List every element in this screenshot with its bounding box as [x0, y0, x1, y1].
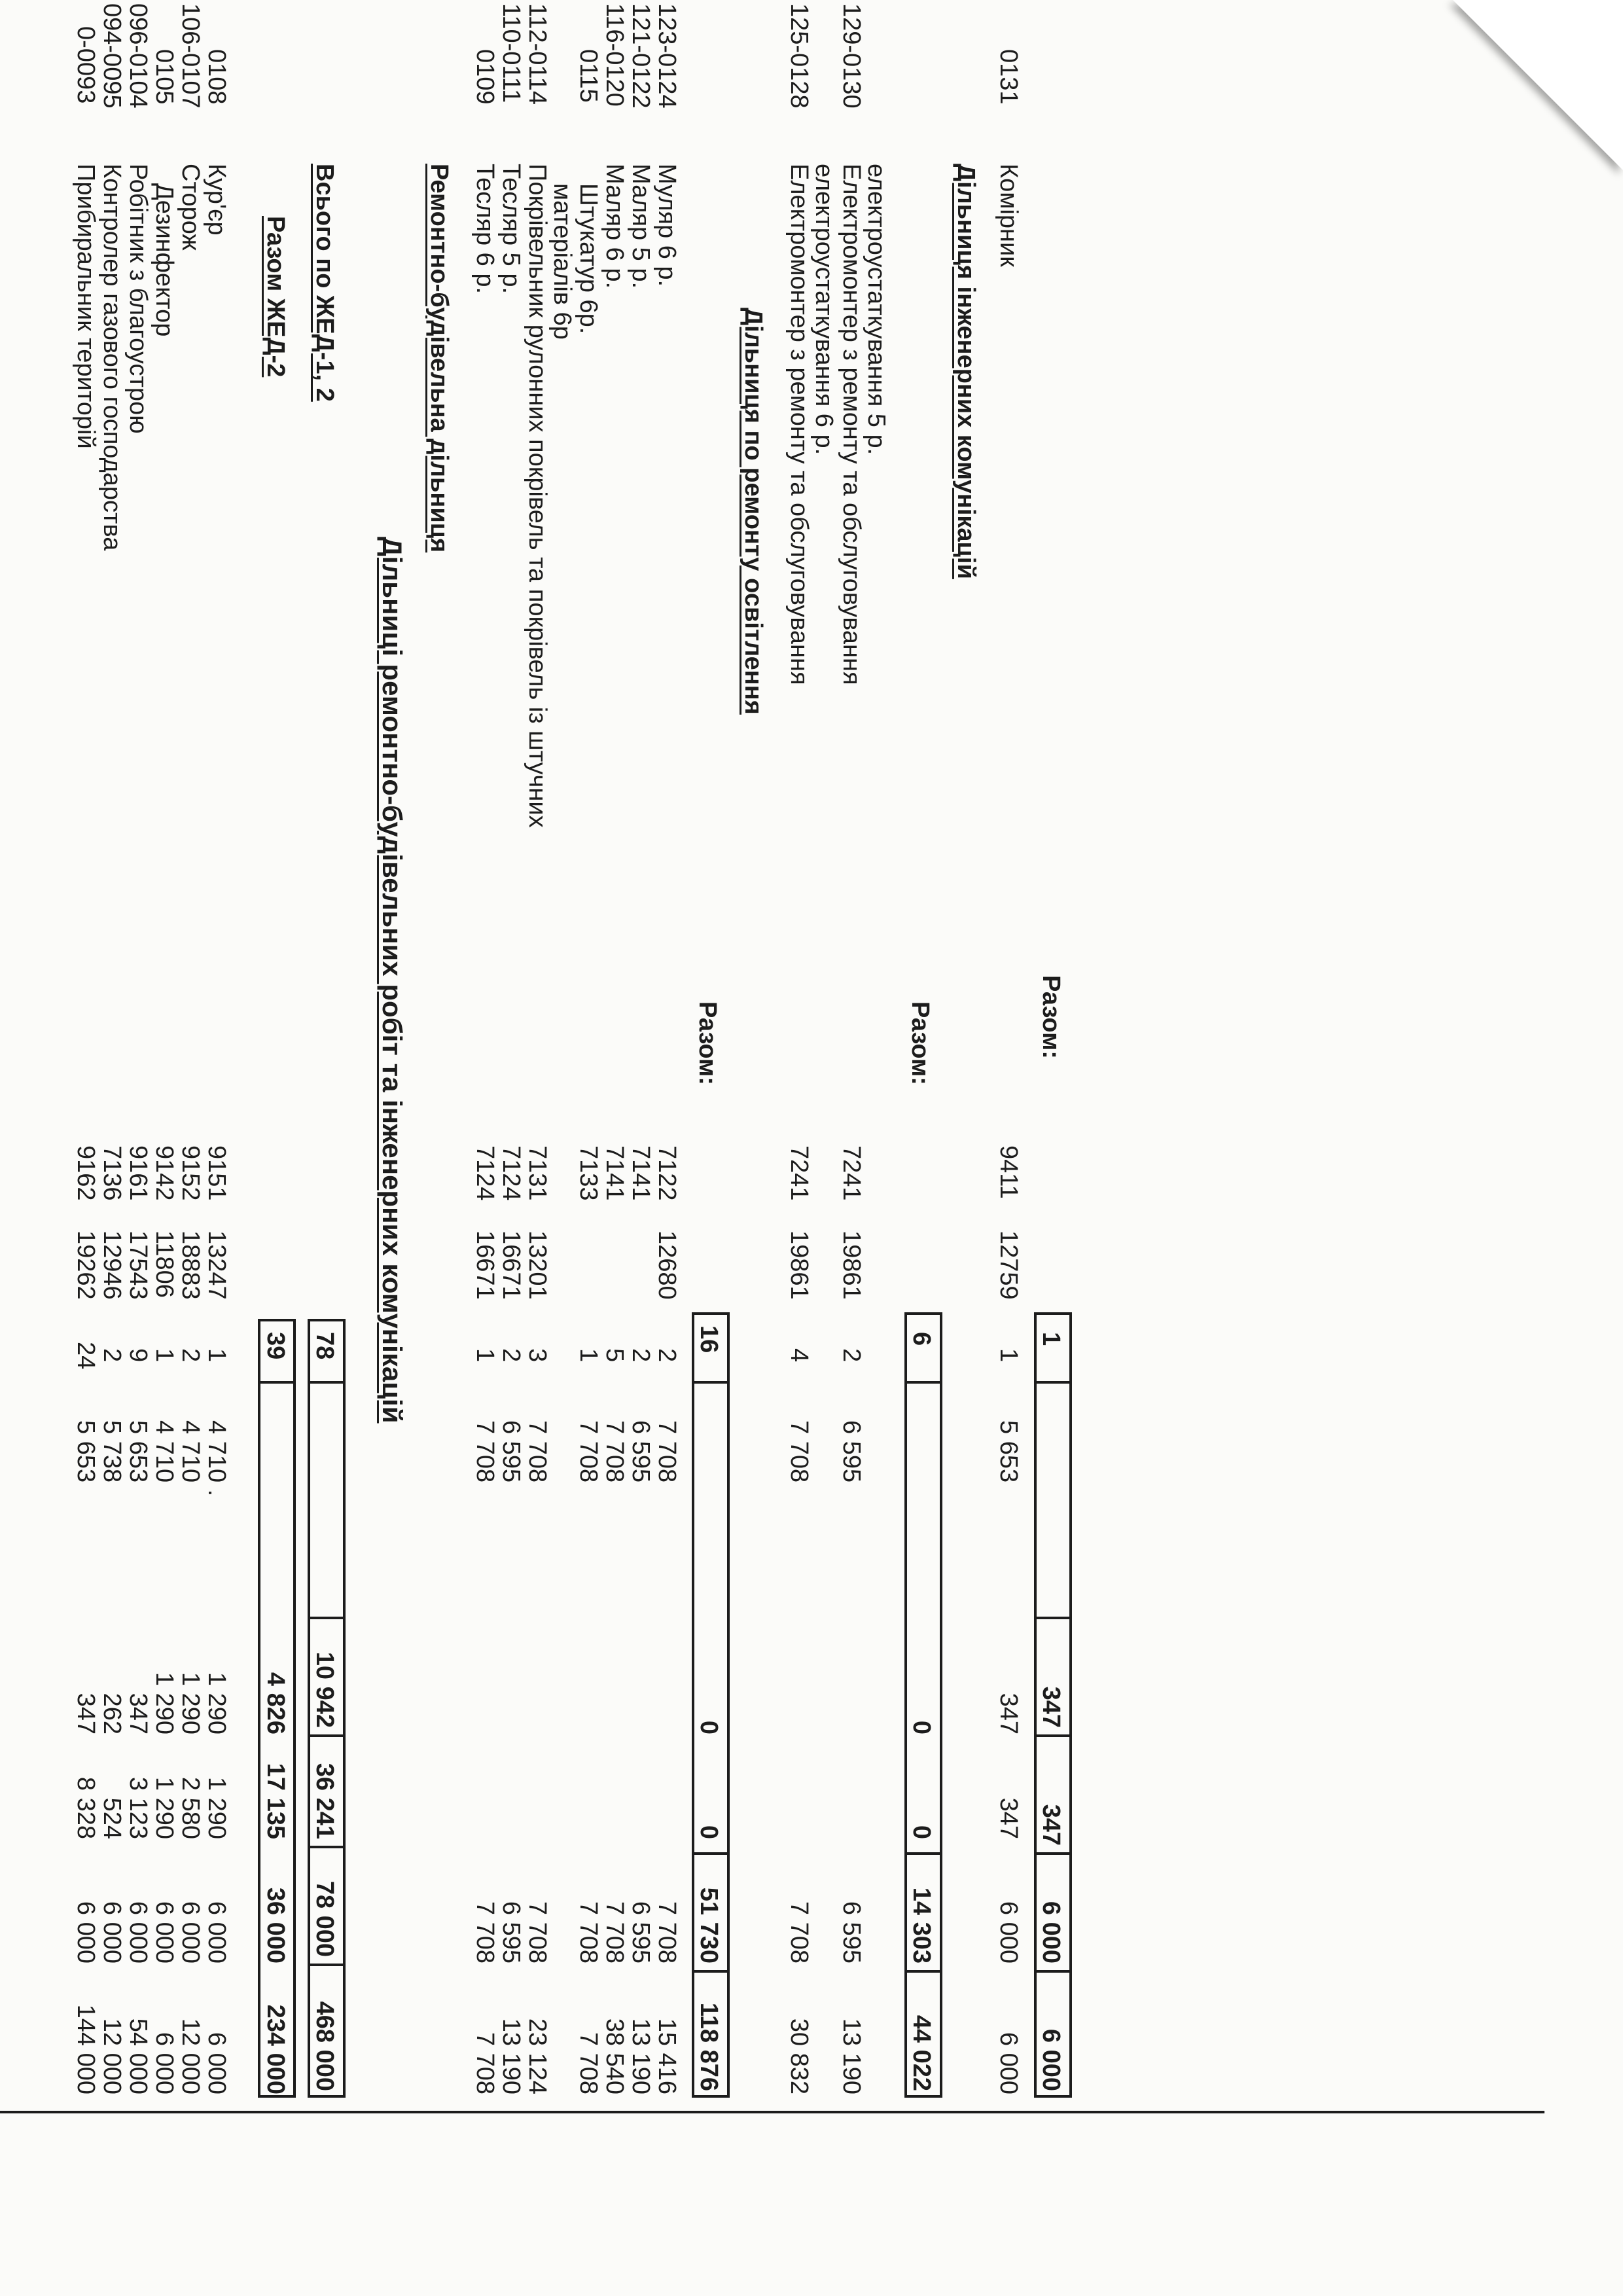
total-nadbavka: 10 942	[311, 1651, 338, 1728]
row-count: 1	[203, 1348, 230, 1363]
row-oklad: 4 710	[177, 1420, 204, 1483]
row-kp-code: 13201	[524, 1230, 551, 1300]
row-oklad: 5 653	[995, 1420, 1022, 1483]
section-heading: Ремонтно-будівельна дільниця	[425, 164, 453, 553]
row-name-continued: електроустаткування 5 р.	[863, 164, 890, 456]
row-sum1: 524	[98, 1797, 126, 1839]
row-name: Робітник з благоустрою	[124, 164, 152, 434]
row-name: Контролер газового господарства	[98, 164, 126, 551]
total-sum1: 0	[908, 1825, 935, 1839]
row-sum2: 6 000	[98, 1901, 126, 1964]
row-total: 7 708	[471, 2032, 499, 2094]
row-oklad: 6 595	[838, 1420, 865, 1483]
row-nadbavka: 1 290	[177, 1672, 204, 1734]
row-prof-code: 7136	[98, 1145, 126, 1201]
row-total: 13 190	[497, 2018, 525, 2094]
row-oklad: 7 708	[601, 1420, 628, 1483]
row-kp-code: 16671	[497, 1230, 525, 1300]
row-code: 121-0122	[627, 3, 654, 109]
bottom-rule	[0, 2111, 1544, 2113]
row-sum2: 6 000	[995, 1901, 1022, 1964]
total-count: 78	[311, 1332, 338, 1360]
row-kp-code: 17543	[124, 1230, 152, 1300]
row-prof-code: 7141	[601, 1145, 628, 1201]
row-nadbavka: 347	[995, 1693, 1022, 1734]
total-nadbavka: 347	[1037, 1686, 1065, 1728]
row-code: 112-0114	[524, 3, 551, 105]
row-sum1: 8 328	[72, 1776, 99, 1839]
total-sum2: 51 730	[695, 1887, 722, 1964]
row-kp-code: 19861	[838, 1230, 865, 1300]
total-amount: 118 876	[695, 2002, 722, 2091]
row-name: Штукатур 6р.	[575, 183, 602, 334]
row-count: 2	[838, 1348, 865, 1363]
row-total: 7 708	[575, 2032, 602, 2094]
row-nadbavka: 1 290	[151, 1672, 178, 1734]
total-zhed2-label: Разом ЖЕД-2	[262, 216, 289, 378]
row-sum2: 6 000	[177, 1901, 204, 1964]
row-code: 125-0128	[785, 3, 813, 109]
row-prof-code: 9162	[72, 1145, 99, 1201]
row-total: 12 000	[177, 2018, 204, 2094]
row-code: 096-0104	[124, 3, 152, 109]
row-count: 2	[98, 1348, 126, 1363]
row-kp-code: 11806	[151, 1230, 178, 1298]
row-name-continued: матеріалів 6р	[548, 183, 576, 340]
row-prof-code: 9152	[177, 1145, 204, 1201]
row-oklad: 6 595	[497, 1420, 525, 1483]
row-count: 3	[524, 1348, 551, 1363]
row-sum2: 7 708	[524, 1901, 551, 1964]
row-sum2: 6 000	[72, 1901, 99, 1964]
row-code: 0109	[471, 49, 499, 105]
row-count: 4	[785, 1348, 813, 1363]
row-kp-code: 12680	[653, 1230, 681, 1300]
section-heading: Дільниця по ремонту освітлення	[740, 308, 767, 715]
row-sum1: 1 290	[151, 1776, 178, 1839]
row-name: Тесляр 6 р.	[471, 164, 499, 295]
row-name: Електромонтер з ремонту та обслуговування	[785, 164, 813, 685]
row-nadbavka: 1 290	[203, 1672, 230, 1734]
total-sum2: 6 000	[1037, 1901, 1065, 1964]
row-prof-code: 7124	[497, 1145, 525, 1201]
row-count: 1	[151, 1348, 178, 1363]
row-sum2: 6 595	[838, 1901, 865, 1964]
row-sum2: 7 708	[785, 1901, 813, 1964]
row-sum1: 2 580	[177, 1776, 204, 1839]
row-sum1: 1 290	[203, 1776, 230, 1839]
row-total: 12 000	[98, 2018, 126, 2094]
row-total: 38 540	[601, 2018, 628, 2094]
total-count: 39	[262, 1332, 289, 1360]
folded-page-corner	[1453, 0, 1623, 170]
total-sum2: 78 000	[311, 1880, 338, 1957]
row-count: 2	[497, 1348, 525, 1363]
row-code: 110-0111	[497, 3, 525, 103]
section-heading: Дільниця інженерних комунікацій	[952, 164, 980, 579]
total-count: 16	[695, 1325, 722, 1354]
row-name: Маляр 5 р.	[627, 164, 654, 289]
row-sum1: 3 123	[124, 1776, 152, 1839]
row-kp-code: 18883	[177, 1230, 204, 1300]
row-sum2: 7 708	[471, 1901, 499, 1964]
total-sum2: 14 303	[908, 1887, 935, 1964]
row-kp-code: 12759	[995, 1230, 1022, 1300]
row-oklad: 7 708	[524, 1420, 551, 1483]
row-prof-code: 7124	[471, 1145, 499, 1201]
row-total: 6 000	[203, 2032, 230, 2094]
row-count: 2	[653, 1348, 681, 1363]
row-sum2: 7 708	[653, 1901, 681, 1964]
section-total-label: Разом:	[694, 1001, 721, 1085]
row-count: 2	[177, 1348, 204, 1363]
section-total-label: Разом:	[1037, 975, 1065, 1059]
total-zhed12-label: Всього по ЖЕД-1, 2	[311, 164, 338, 402]
row-total: 6 000	[995, 2032, 1022, 2094]
row-sum2: 6 595	[627, 1901, 654, 1964]
main-heading: Дільниці ремонтно-будівельних робіт та інженерних комунікацій	[377, 537, 408, 1424]
row-prof-code: 9142	[151, 1145, 178, 1201]
row-count: 1	[995, 1348, 1022, 1363]
row-prof-code: 7241	[785, 1145, 813, 1201]
row-total: 6 000	[151, 2032, 178, 2094]
row-oklad: 5 738	[98, 1420, 126, 1483]
row-prof-code: 7241	[838, 1145, 865, 1201]
row-nadbavka: 347	[124, 1693, 152, 1734]
row-kp-code: 16671	[471, 1230, 499, 1300]
total-amount: 44 022	[908, 2015, 935, 2091]
row-count: 5	[601, 1348, 628, 1363]
row-code: 0105	[151, 49, 178, 105]
row-name: Комірник	[995, 164, 1022, 267]
row-nadbavka: 347	[72, 1693, 99, 1734]
total-nadbavka: 0	[908, 1720, 935, 1734]
row-code: 0-0093	[72, 26, 99, 104]
row-prof-code: 9151	[203, 1145, 230, 1201]
row-prof-code: 9411	[995, 1145, 1022, 1199]
total-amount: 6 000	[1037, 2028, 1065, 2091]
row-total: 13 190	[627, 2018, 654, 2094]
row-oklad: 5 653	[72, 1420, 99, 1483]
total-sum1: 17 135	[262, 1763, 289, 1839]
row-prof-code: 9161	[124, 1145, 152, 1201]
row-total: 30 832	[785, 2018, 813, 2094]
row-sum2: 6 000	[203, 1901, 230, 1964]
row-oklad: 7 708	[575, 1420, 602, 1483]
total-sum1: 36 241	[311, 1763, 338, 1839]
total-nadbavka: 4 826	[262, 1672, 289, 1734]
row-prof-code: 7131	[524, 1145, 551, 1201]
row-name: Електромонтер з ремонту та обслуговування	[838, 164, 865, 685]
row-count: 1	[471, 1348, 499, 1363]
row-code: 106-0107	[177, 3, 204, 109]
section-total-label: Разом:	[906, 1001, 934, 1085]
row-name-continued: електроустаткування 6 р.	[810, 164, 838, 456]
row-code: 123-0124	[653, 3, 681, 109]
row-kp-code: 12946	[98, 1230, 126, 1300]
total-count: 1	[1037, 1332, 1065, 1346]
row-name: Кур'єр	[203, 164, 230, 236]
row-kp-code: 13247	[203, 1230, 230, 1300]
total-sum2: 36 000	[262, 1887, 289, 1964]
row-code: 0131	[995, 49, 1022, 105]
row-sum2: 7 708	[575, 1901, 602, 1964]
row-code: 0108	[203, 49, 230, 105]
total-amount: 234 000	[262, 2004, 289, 2094]
row-total: 15 416	[653, 2018, 681, 2094]
row-name: Покрівельник рулонних покрівель та покрівель із штучних	[524, 164, 551, 828]
row-count: 9	[124, 1348, 152, 1363]
row-name: Прибиральник територій	[72, 164, 99, 449]
total-count: 6	[908, 1332, 935, 1346]
row-total: 144 000	[72, 2004, 99, 2094]
row-nadbavka: 262	[98, 1693, 126, 1734]
row-sum2: 6 000	[124, 1901, 152, 1964]
row-prof-code: 7122	[653, 1145, 681, 1201]
row-name: Сторож	[177, 164, 204, 251]
row-kp-code: 19262	[72, 1230, 99, 1300]
row-name: Дезинфектор	[151, 183, 178, 337]
row-code: 0115	[575, 49, 602, 103]
row-total: 54 000	[124, 2018, 152, 2094]
row-code: 116-0120	[601, 3, 628, 107]
row-name: Муляр 6 р.	[653, 164, 681, 287]
row-prof-code: 7141	[627, 1145, 654, 1201]
total-sum1: 347	[1037, 1804, 1065, 1846]
row-oklad: 4 710	[151, 1420, 178, 1483]
row-sum2: 7 708	[601, 1901, 628, 1964]
row-oklad: 6 595	[627, 1420, 654, 1483]
row-total: 23 124	[524, 2018, 551, 2094]
row-oklad: 7 708	[785, 1420, 813, 1483]
row-sum1: 347	[995, 1797, 1022, 1839]
row-count: 1	[575, 1348, 602, 1363]
row-total: 13 190	[838, 2018, 865, 2094]
row-count: 2	[627, 1348, 654, 1363]
row-sum2: 6 000	[151, 1901, 178, 1964]
row-code: 094-0095	[98, 3, 126, 109]
row-code: 129-0130	[838, 3, 865, 109]
total-nadbavka: 0	[695, 1720, 722, 1734]
row-oklad: 4 710 .	[203, 1420, 230, 1497]
row-oklad: 7 708	[471, 1420, 499, 1483]
row-name: Маляр 6 р.	[601, 164, 628, 289]
row-count: 24	[72, 1342, 99, 1370]
total-amount: 468 000	[311, 2001, 338, 2091]
total-sum1: 0	[695, 1825, 722, 1839]
row-oklad: 7 708	[653, 1420, 681, 1483]
row-oklad: 5 653	[124, 1420, 152, 1483]
row-kp-code: 19861	[785, 1230, 813, 1300]
row-sum2: 6 595	[497, 1901, 525, 1964]
row-name: Тесляр 5 р.	[497, 164, 525, 295]
row-prof-code: 7133	[575, 1145, 602, 1201]
